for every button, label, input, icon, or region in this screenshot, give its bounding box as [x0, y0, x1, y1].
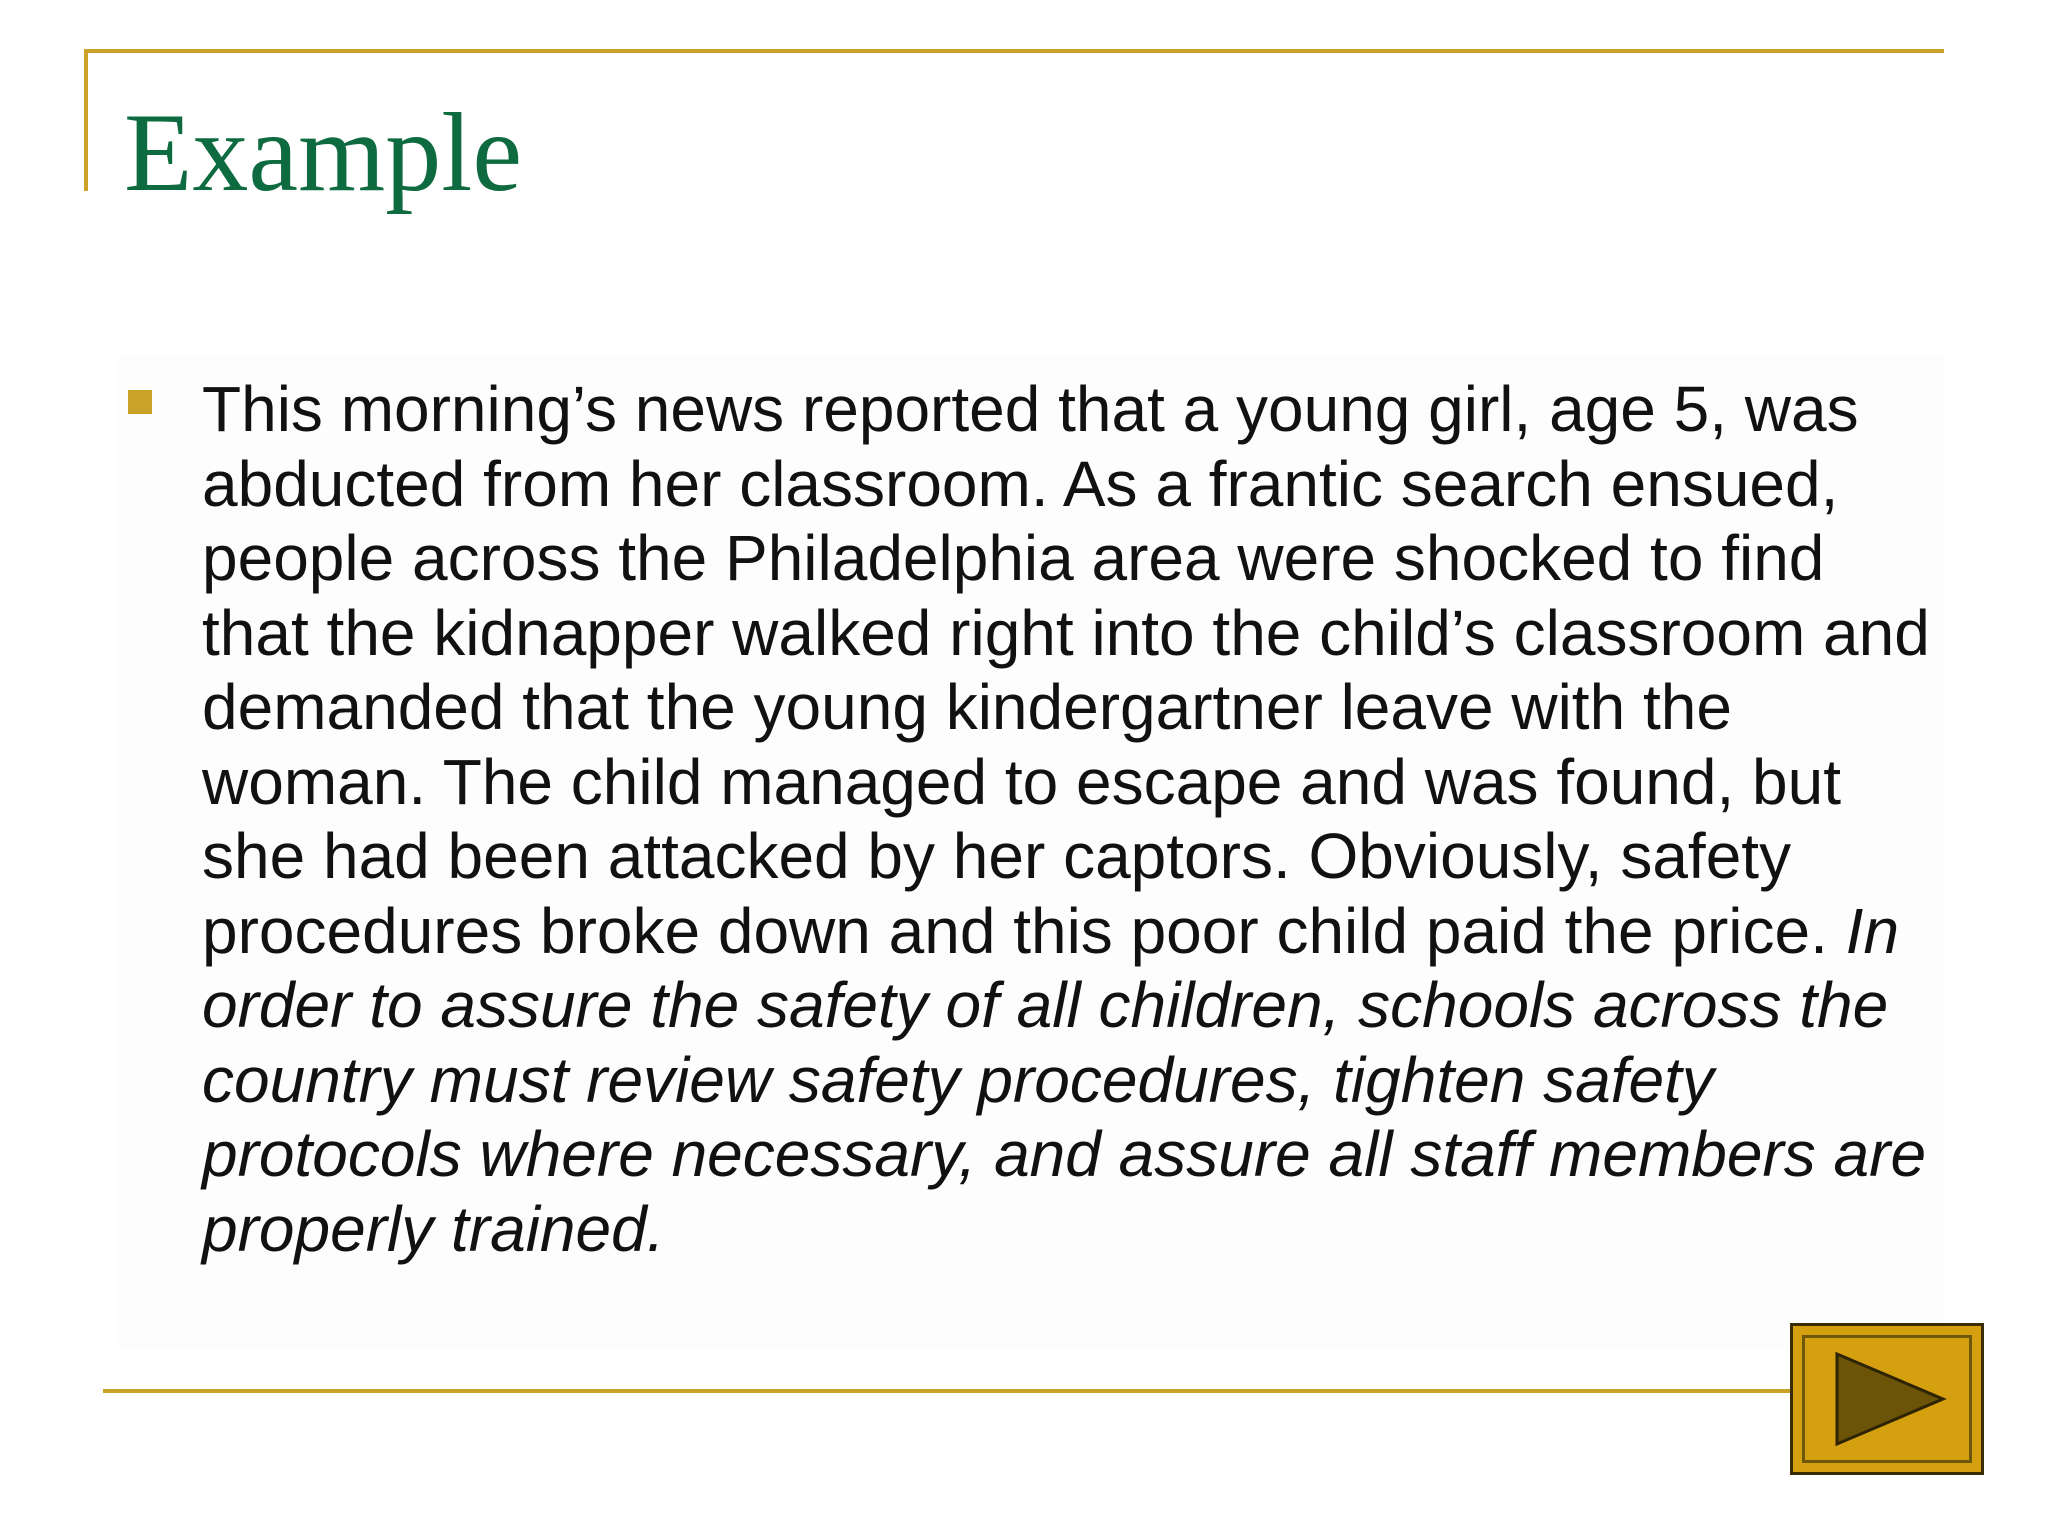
bullet-text-italic: In order to assure the safety of all children, schools across the country must review safety procedures, tighten safety protocols where necessary, and assure all staff members are properly trained.: [202, 894, 1927, 1265]
bullet-square-icon: [128, 390, 152, 414]
play-arrow-icon: [1793, 1326, 1981, 1472]
bullet-text-plain: This morning’s news reported that a young girl, age 5, was abducted from her classroom. As a frantic search ensued, people across the Philadelphia area were shocked to find that the kidnapper walked right into the child’s classroom and demanded that the young kindergartner leave with the woman. The child managed to escape and was found, but she had been attacked by her captors. Obviously, safety procedures broke down and this poor child paid the price.: [202, 373, 1930, 967]
bottom-divider: [103, 1389, 1793, 1393]
left-divider: [84, 49, 88, 191]
bullet-text: [202, 372, 1942, 1266]
slide-title: Example: [124, 91, 523, 215]
top-divider: [84, 49, 1944, 53]
next-slide-button[interactable]: [1790, 1323, 1984, 1475]
